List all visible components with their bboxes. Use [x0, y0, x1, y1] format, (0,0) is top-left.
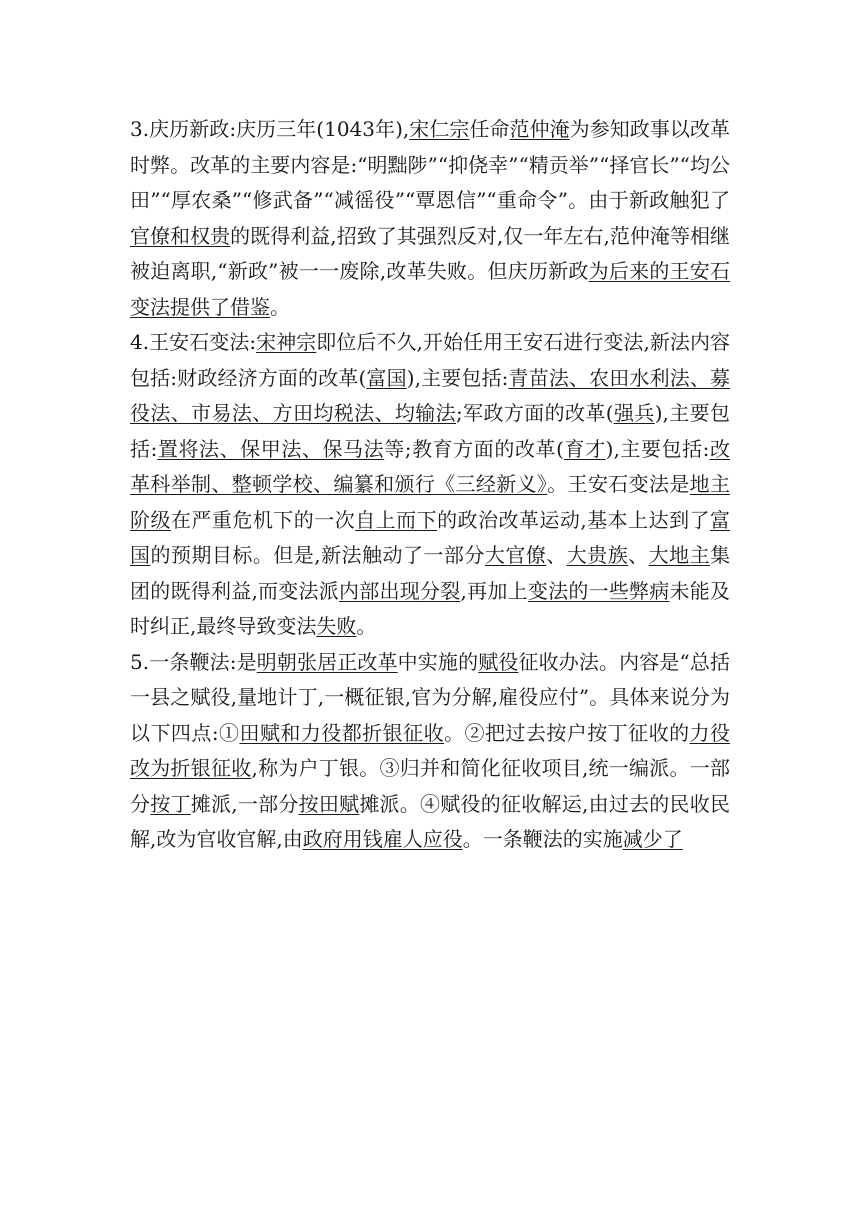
text-segment: 即位后不久,开始任用王安石进行变法,新法内容包括:财政经济方面的改革( — [130, 330, 730, 390]
text-segment: ),主要包括: — [406, 365, 509, 390]
underlined-key-term: 力役改为折银征收 — [130, 720, 731, 780]
text-segment: 。 — [356, 614, 377, 638]
underlined-key-term: 失败 — [316, 614, 357, 638]
text-segment: ),主要包括: — [130, 401, 731, 461]
text-segment: 征收办法。内容是“总括一县之赋役,量地计丁,一概征银,官为分解,雇役应付”。具体来说分为以下四点:① — [130, 649, 731, 745]
underlined-key-term: 富国 — [130, 507, 731, 567]
text-segment: 、 — [546, 543, 567, 567]
text-segment: 。一条鞭法的实施 — [462, 827, 623, 851]
text-segment: 的预期目标。但是,新法触动了一部分 — [150, 543, 485, 567]
paragraph-2 — [130, 325, 730, 645]
underlined-key-term: 大贵族 — [566, 543, 629, 567]
underlined-key-term: 地主阶级 — [130, 472, 731, 532]
underlined-key-term: 政府用钱雇人应役 — [302, 827, 463, 851]
text-segment: 在严重危机下的一次 — [170, 507, 356, 532]
underlined-key-term: 大官僚 — [484, 543, 547, 567]
underlined-key-term: 大地主 — [648, 543, 711, 567]
text-segment: 。②把过去按户按丁征收的 — [444, 720, 690, 745]
text-segment: 等;教育方面的改革( — [384, 436, 564, 461]
underlined-key-term: 改革科举制、整顿学校、编纂和颁行《三经新义》 — [130, 436, 731, 496]
paragraph-3 — [130, 645, 730, 858]
text-segment: 中实施的 — [397, 649, 479, 674]
text-segment: 3.庆历新政:庆历三年(1043年), — [130, 117, 410, 141]
underlined-key-term: 青苗法、农田水利法、募役法、市易法、方田均税法、均输法 — [130, 365, 731, 425]
underlined-key-term: 官僚和权贵 — [130, 223, 231, 248]
document-page — [130, 112, 730, 858]
underlined-key-term: 为后来的王安石变法提供了借鉴 — [130, 259, 731, 319]
text-segment: 的既得利益,招致了其强烈反对,仅一年左右,范仲淹等相继被迫离职,“新政”被一一废除,改革失败。但庆历新政 — [130, 223, 731, 283]
text-segment: 集团的既得利益,而变法派 — [130, 543, 731, 603]
text-segment: 摊派。④赋役的征收解运,由过去的民收民解,改为官收官解,由 — [130, 791, 731, 851]
underlined-key-term: 内部出现分裂 — [339, 578, 461, 603]
underlined-key-term: 赋役 — [478, 649, 519, 674]
underlined-key-term: 宋神宗 — [256, 330, 317, 354]
underlined-key-term: 田赋和力役都折银征收 — [239, 720, 445, 745]
text-segment: 。 — [270, 294, 290, 319]
underlined-key-term: 宋仁宗 — [409, 117, 470, 141]
text-segment: 未能及时纠正,最终导致变法 — [130, 578, 731, 638]
underlined-key-term: 置将法、保甲法、保马法 — [157, 436, 385, 461]
text-segment: 。王安石变法是 — [547, 472, 690, 496]
text-segment: ,称为户丁银。③归并和简化征收项目,统一编派。一部分 — [130, 756, 731, 816]
underlined-key-term: 变法的一些弊病 — [527, 578, 670, 603]
text-segment: 任命 — [469, 117, 510, 141]
underlined-key-term: 按丁 — [150, 791, 191, 816]
underlined-key-term: 减少了 — [622, 827, 683, 851]
underlined-key-term: 育才 — [563, 436, 606, 461]
text-segment: 、 — [628, 543, 649, 567]
paragraph-1 — [130, 112, 730, 325]
underlined-key-term: 按田赋 — [298, 791, 360, 816]
text-segment: ,再加上 — [460, 578, 528, 603]
underlined-key-term: 明朝张居正改革 — [256, 649, 398, 674]
text-segment: 为参知政事以改革时弊。改革的主要内容是:“明黜陟”“抑侥幸”“精贡举”“择官长”“均公田”“厚农桑”“修武备”“减徭役”“覃恩信”“重命令”。由于新政触犯了 — [130, 117, 730, 212]
text-segment: ;军政方面的改革( — [456, 401, 614, 425]
underlined-key-term: 富国 — [366, 365, 407, 390]
underlined-key-term: 自上而下 — [355, 507, 438, 532]
text-segment: 的政治改革运动,基本上达到了 — [437, 507, 711, 532]
text-segment: 摊派,一部分 — [190, 791, 299, 816]
underlined-key-term: 范仲淹 — [509, 117, 570, 141]
text-segment: ),主要包括: — [605, 436, 710, 461]
text-segment: 4.王安石变法: — [130, 330, 257, 354]
underlined-key-term: 强兵 — [613, 401, 655, 425]
text-segment: 5.一条鞭法:是 — [130, 649, 257, 674]
